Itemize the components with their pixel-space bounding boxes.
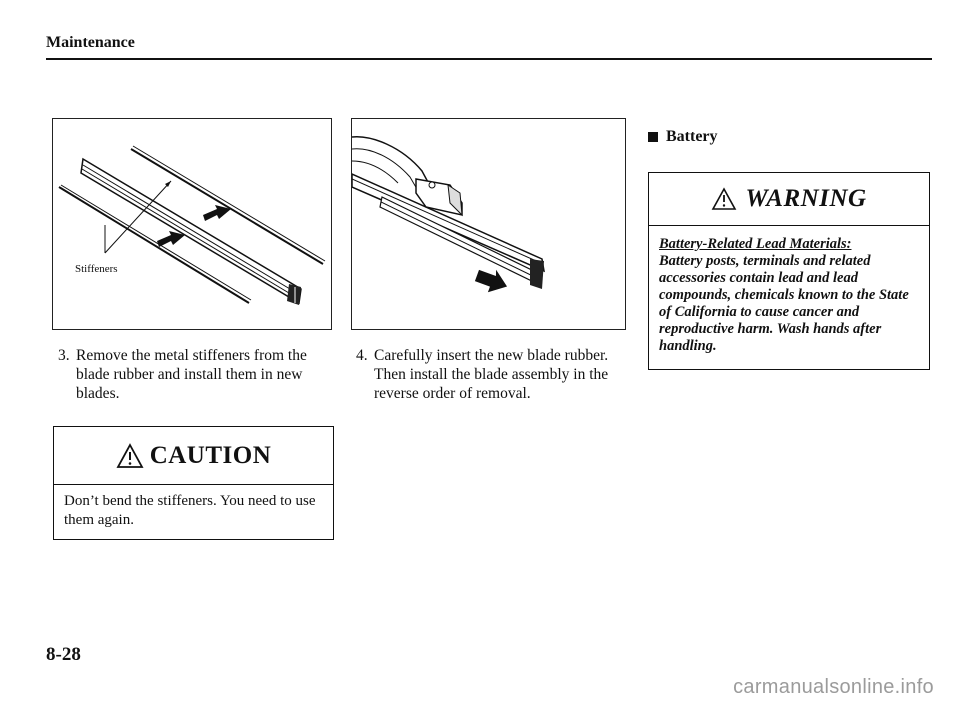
battery-section-title [648,128,718,146]
blade-insert-illustration [351,118,626,330]
warning-box [648,172,930,370]
caution-header [54,427,333,485]
stiffeners-drawing [53,119,331,329]
warning-header [649,173,929,226]
step-3 [58,346,336,403]
stiffeners-label: Stiffeners [75,263,118,275]
warning-triangle-icon [116,443,144,469]
header-rule [46,58,932,60]
direction-arrow-icon [157,231,185,247]
watermark: carmanualsonline.info [733,676,934,698]
caution-box [53,426,334,540]
step-text: Carefully insert the new blade rubber. Then install the blade assembly in the reverse order of removal. [374,347,609,402]
battery-title-text: Battery [666,128,718,145]
stiffeners-illustration [52,118,332,330]
step-number: 3. [58,347,70,364]
warning-body [649,226,929,355]
blade-insert-drawing [352,119,625,329]
warning-text: Battery posts, terminals and related accessories contain lead and lead compounds, chemicals known to the State of California to cause cancer and reproductive harm. Wash hands after handling. [659,253,909,354]
caution-title: CAUTION [149,441,272,469]
step-text: Remove the metal stiffeners from the blade rubber and install them in new blades. [76,347,307,402]
square-bullet-icon [648,132,658,142]
step-4 [356,346,632,403]
warning-triangle-icon [711,187,737,211]
direction-arrow-icon [473,264,511,297]
warning-heading: Battery-Related Lead Materials: [659,236,852,252]
page-number: 8-28 [46,644,81,665]
step-number: 4. [356,347,368,364]
caution-text: Don’t bend the stiffeners. You need to use them again. [64,493,316,528]
warning-title: WARNING [745,185,867,212]
page-header-title: Maintenance [46,34,135,51]
